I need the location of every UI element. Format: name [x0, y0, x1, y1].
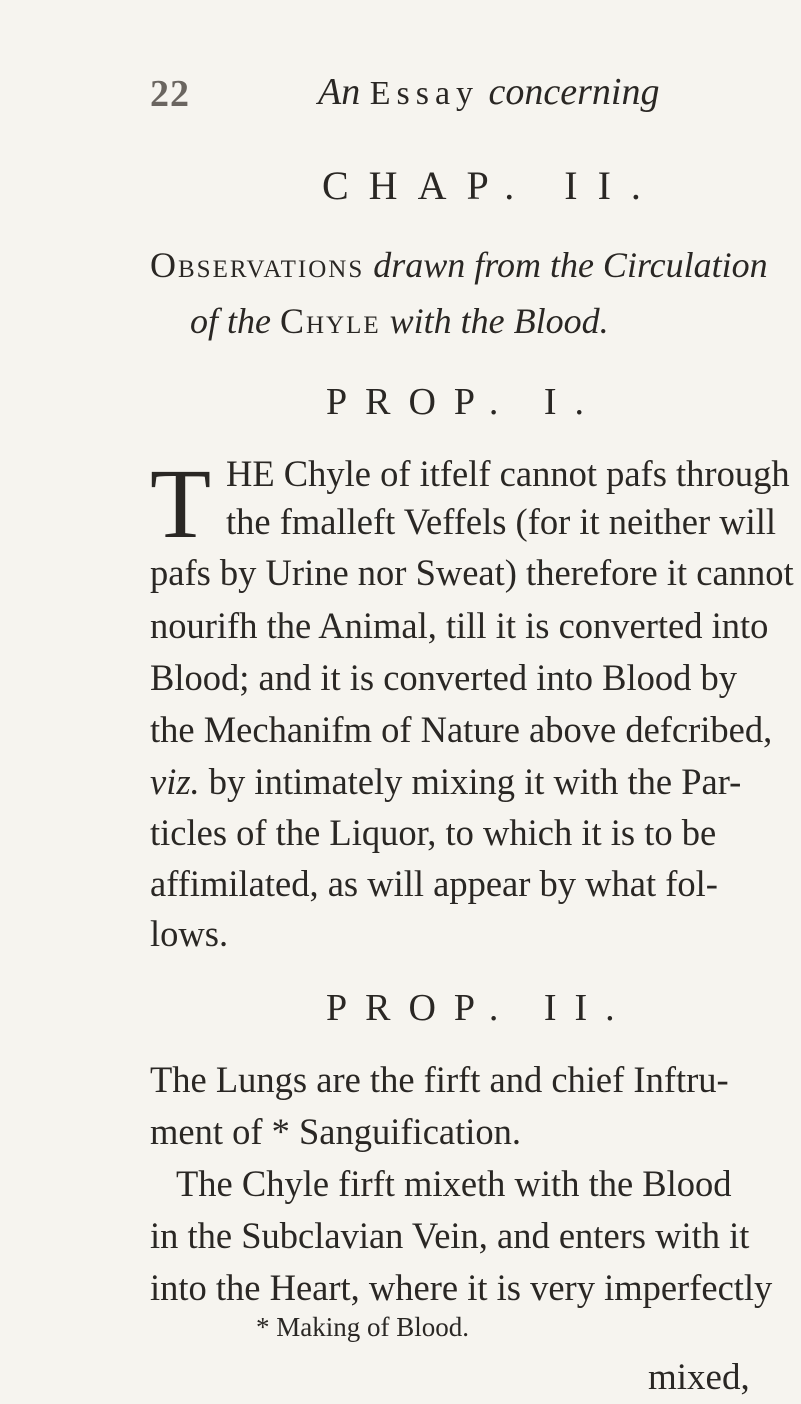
prop-1-heading: PROP. I. [326, 381, 602, 423]
prop-2-line-1: The Lungs are the firft and chief Inftru- [150, 1059, 729, 1100]
prop-1-line-1: HE Chyle of itfelf cannot pafs through [226, 453, 790, 494]
prop-1-line-7-rest: by intimately mixing it with the Par- [199, 761, 742, 802]
prop-1-line-8: ticles of the Liquor, to which it is to be [150, 812, 717, 853]
catchword: mixed, [648, 1357, 750, 1398]
observations-word: Observations [150, 245, 365, 285]
prop-1-line-4: nourifh the Animal, till it is converted into [150, 605, 769, 646]
prop-2-heading: PROP. II. [326, 987, 633, 1029]
running-head [318, 70, 660, 114]
prop-2-line-5: into the Heart, where it is very imperfectly [150, 1267, 773, 1308]
prop-1-line-5: Blood; and it is converted into Blood by [150, 657, 737, 698]
running-head-suffix: concerning [488, 71, 660, 113]
prop-1-line-2: the fmalleft Veffels (for it neither will [226, 501, 777, 542]
prop-1-line-7 [150, 761, 742, 802]
observations-line-2 [190, 300, 609, 342]
observations-of-the: of the [190, 301, 271, 341]
running-head-prefix: An [318, 71, 361, 113]
observations-line-1-italic: drawn from the Circulation [373, 245, 768, 285]
drop-cap: T [150, 448, 212, 559]
prop-1-line-10: lows. [150, 913, 229, 954]
chapter-heading: CHAP. II. [322, 163, 661, 208]
observations-chyle: Chyle [279, 301, 381, 341]
page-number: 22 [150, 73, 190, 115]
prop-1-line-3: pafs by Urine nor Sweat) therefore it cannot [150, 552, 794, 593]
prop-2-line-2: ment of * Sanguification. [150, 1111, 522, 1152]
prop-1-line-6: the Mechanifm of Nature above defcribed, [150, 709, 773, 750]
running-head-middle: Essay [369, 75, 480, 112]
observations-with-blood: with the Blood. [389, 301, 609, 341]
viz-abbrev: viz. [150, 761, 200, 802]
prop-2-line-4: in the Subclavian Vein, and enters with it [150, 1215, 750, 1256]
prop-1-line-9: affimilated, as will appear by what fol- [150, 863, 718, 904]
footnote: * Making of Blood. [256, 1312, 469, 1342]
observations-line-1 [150, 244, 768, 286]
prop-2-line-3: The Chyle firft mixeth with the Blood [176, 1163, 732, 1204]
